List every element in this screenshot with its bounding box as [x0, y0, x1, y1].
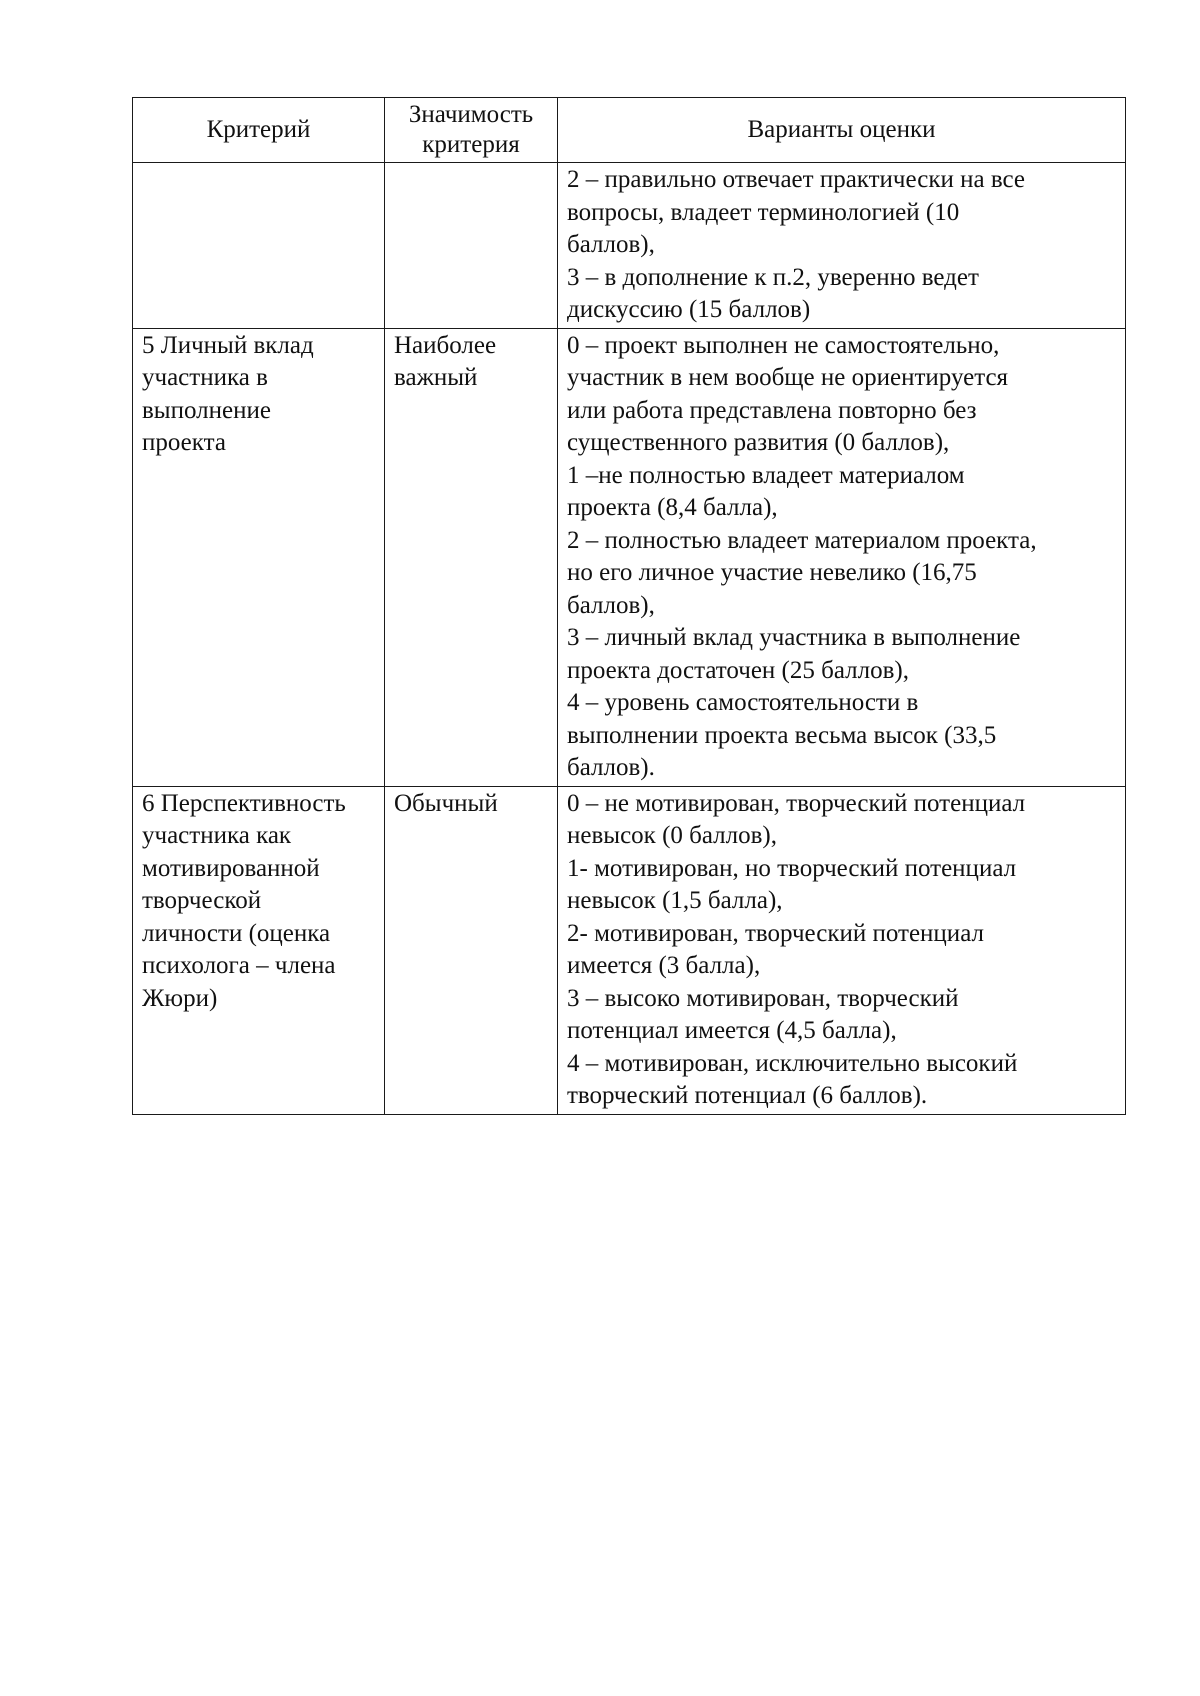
cell-text-line: Наиболее: [394, 331, 497, 359]
table-header: [133, 98, 1126, 163]
cell-text-line: существенного развития (0 баллов),: [567, 429, 950, 456]
cell-text-line: 3 – в дополнение к п.2, уверенно ведет: [567, 263, 979, 291]
cell-text-line: 5 Личный вклад: [142, 331, 314, 359]
cell-text-line: участник в нем вообще не ориентируется: [567, 364, 1009, 391]
cell-text-line: 0 – не мотивирован, творческий потенциал: [567, 789, 1026, 817]
cell-text-line: баллов),: [567, 231, 655, 258]
cell-text-line: участника как: [142, 822, 292, 849]
cell-text-line: 4 – мотивирован, исключительно высокий: [567, 1049, 1018, 1077]
table-row: [133, 786, 1126, 1114]
header-significance-line: критерия: [422, 131, 520, 158]
cell-text-line: Обычный: [394, 789, 498, 817]
cell-text-line: дискуссию (15 баллов): [567, 296, 811, 323]
cell-text-line: 1 –не полностью владеет материалом: [567, 461, 965, 489]
cell-text-line: невысок (1,5 балла),: [567, 887, 783, 914]
cell-text-line: мотивированной: [142, 854, 320, 882]
table-row: [133, 328, 1126, 786]
cell-text-line: но его личное участие невелико (16,75: [567, 559, 977, 586]
cell-text-line: вопросы, владеет терминологией (10: [567, 198, 960, 226]
criterion-cell: [133, 163, 385, 329]
table-row: [133, 163, 1126, 329]
cell-text-line: психолога – члена: [142, 952, 336, 979]
header-significance-line: Значимость: [408, 101, 534, 128]
cell-text-line: творческой: [142, 887, 262, 914]
cell-text-line: 1- мотивирован, но творческий потенциал: [567, 854, 1017, 882]
cell-text-line: проекта достаточен (25 баллов),: [567, 656, 909, 684]
cell-text-line: проекта: [142, 429, 226, 456]
options-cell: [558, 163, 1126, 329]
cell-text-line: или работа представлена повторно без: [567, 396, 977, 424]
header-options: Варианты оценки: [558, 98, 1126, 163]
cell-text-line: 4 – уровень самостоятельности в: [567, 689, 919, 716]
cell-text-line: важный: [394, 364, 478, 391]
significance-cell: [385, 786, 558, 1114]
criteria-table: [132, 97, 1126, 1115]
cell-text-line: невысок (0 баллов),: [567, 822, 778, 849]
cell-text-line: 2- мотивирован, творческий потенциал: [567, 919, 984, 947]
cell-text-line: потенциал имеется (4,5 балла),: [567, 1017, 897, 1044]
cell-text-line: участника в: [142, 364, 268, 391]
significance-cell: [385, 163, 558, 329]
cell-text-line: баллов),: [567, 591, 655, 619]
header-criterion: Критерий: [133, 98, 385, 163]
header-significance: [385, 98, 558, 163]
header-row: [133, 98, 1126, 163]
cell-text-line: творческий потенциал (6 баллов).: [567, 1082, 928, 1109]
cell-text-line: 2 – правильно отвечает практически на все: [567, 166, 1025, 193]
cell-text-line: выполнение: [142, 396, 271, 424]
cell-text-line: Жюри): [142, 984, 218, 1012]
cell-text-line: 6 Перспективность: [142, 789, 346, 817]
cell-text-line: проекта (8,4 балла),: [567, 494, 778, 521]
cell-text-line: личности (оценка: [142, 919, 331, 947]
criterion-cell: [133, 328, 385, 786]
cell-text-line: 3 – личный вклад участника в выполнение: [567, 624, 1021, 651]
cell-text-line: 2 – полностью владеет материалом проекта,: [567, 526, 1037, 554]
cell-text-line: имеется (3 балла),: [567, 952, 761, 979]
cell-text-line: баллов).: [567, 754, 655, 781]
criterion-cell: [133, 786, 385, 1114]
table-body: [133, 163, 1126, 1115]
cell-text-line: 3 – высоко мотивирован, творческий: [567, 984, 959, 1012]
cell-text-line: 0 – проект выполнен не самостоятельно,: [567, 331, 1000, 359]
significance-cell: [385, 328, 558, 786]
cell-text-line: выполнении проекта весьма высок (33,5: [567, 721, 997, 749]
options-cell: [558, 328, 1126, 786]
options-cell: [558, 786, 1126, 1114]
